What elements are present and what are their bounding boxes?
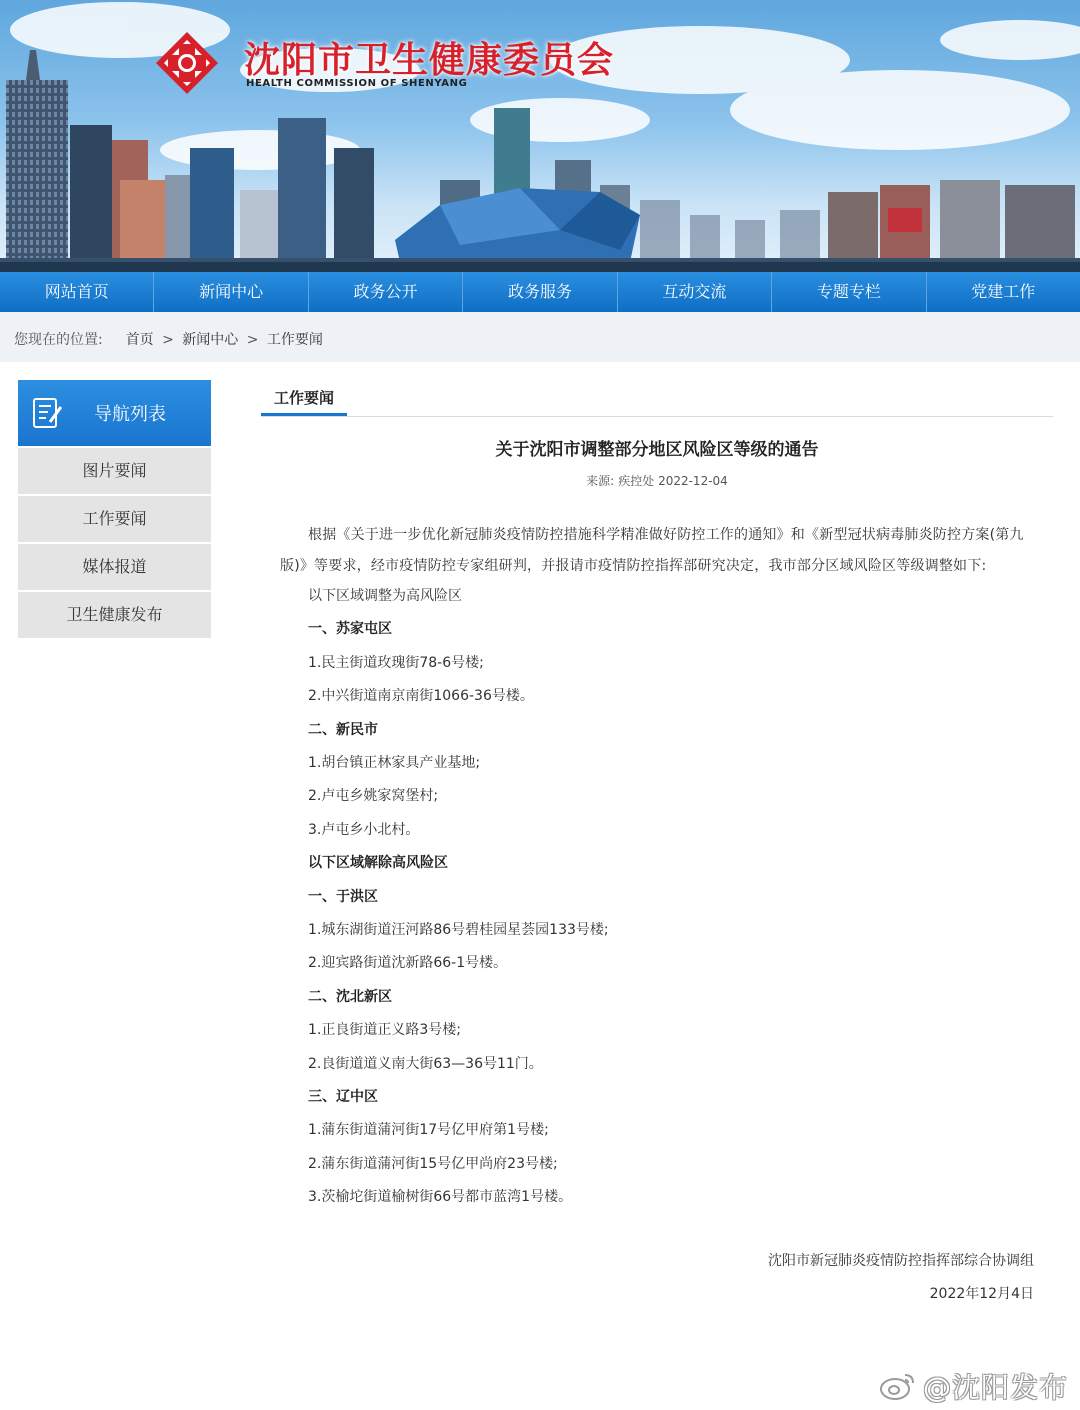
article-line: 1.城东湖街道汪河路86号碧桂园星荟园133号楼; [308,922,609,938]
weibo-icon [879,1371,917,1401]
breadcrumb-news-center[interactable]: 新闻中心 [182,332,239,348]
article-line: 2.良街道道义南大街63—36号11门。 [308,1056,543,1072]
article-line: 2.中兴街道南京南街1066-36号楼。 [308,688,534,704]
header-banner [0,0,1080,272]
source-label: 来源: [586,474,615,488]
article-line: 1.正良街道正义路3号楼; [308,1022,461,1038]
breadcrumb-home[interactable]: 首页 [125,332,154,348]
article-section-heading: 二、沈北新区 [308,989,392,1005]
article-line: 以下区域调整为高风险区 [308,588,462,604]
breadcrumb-separator: > [246,332,259,348]
nav-government-affairs[interactable]: 政务公开 [309,272,463,312]
nav-news-center[interactable]: 新闻中心 [154,272,308,312]
article-line: 2.蒲东街道蒲河街15号亿甲尚府23号楼; [308,1156,558,1172]
article-line: 1.民主街道玫瑰街78-6号楼; [308,655,484,671]
nav-special-topics[interactable]: 专题专栏 [772,272,926,312]
article-line: 1.蒲东街道蒲河街17号亿甲府第1号楼; [308,1122,549,1138]
sidebar-title: 导航列表 [94,404,166,425]
article-section-heading: 以下区域解除高风险区 [308,855,448,871]
nav-home[interactable]: 网站首页 [0,272,154,312]
nav-government-services[interactable]: 政务服务 [463,272,617,312]
article-section-heading: 三、辽中区 [308,1089,378,1105]
document-edit-icon [30,396,64,430]
article-line: 2.卢屯乡姚家窝堡村; [308,788,439,804]
article-source: 疾控处 [618,474,655,488]
article-date: 2022-12-04 [658,474,728,488]
sidebar-item-health-release[interactable]: 卫生健康发布 [18,590,211,638]
weibo-watermark [879,1366,1068,1406]
article-line: 1.胡台镇正林家具产业基地; [308,755,481,771]
article-title: 关于沈阳市调整部分地区风险区等级的通告 [495,440,819,460]
signature-date: 2022年12月4日 [929,1286,1034,1302]
article-meta [261,472,1053,489]
article-section-heading: 二、新民市 [308,722,378,738]
main-content [261,380,1053,489]
nav-party-building[interactable]: 党建工作 [971,282,1036,301]
sidebar-item-media-reports[interactable]: 媒体报道 [18,542,211,590]
article-section-heading: 一、于洪区 [308,889,378,905]
section-tab-bar [261,380,1053,417]
site-subtitle: HEALTH COMMISSION OF SHENYANG [246,78,468,89]
sidebar-header [18,380,211,446]
article-line: 3.茨榆坨街道榆树街66号都市蓝湾1号楼。 [308,1189,573,1205]
sidebar [18,380,211,638]
signature-org: 沈阳市新冠肺炎疫情防控指挥部综合协调组 [768,1253,1034,1269]
breadcrumb-separator: > [162,332,174,348]
sidebar-item-work-news[interactable]: 工作要闻 [18,494,211,542]
main-nav [0,272,1080,312]
nav-interaction[interactable]: 互动交流 [618,272,772,312]
article-section-heading: 一、苏家屯区 [308,621,392,637]
watermark-text: @沈阳发布 [922,1371,1068,1404]
article-line: 2.迎宾路街道沈新路66-1号楼。 [308,955,508,971]
sidebar-item-picture-news[interactable]: 图片要闻 [18,446,211,494]
article-body [280,520,1040,582]
health-commission-logo [154,30,220,96]
breadcrumb [0,312,1080,362]
article-line: 3.卢屯乡小北村。 [308,822,420,838]
article-intro: 根据《关于进一步优化新冠肺炎疫情防控措施科学精准做好防控工作的通知》和《新型冠状病毒肺炎防控方案(第九版)》等要求，经市疫情防控专家组研判，并报请市疫情防控指挥部研究决定，我市部分区域风险区等级调整如下: [280,527,1024,574]
tab-work-news[interactable]: 工作要闻 [261,380,347,416]
site-title: 沈阳市卫生健康委员会 [244,40,615,81]
breadcrumb-work-news[interactable]: 工作要闻 [266,332,323,348]
breadcrumb-label: 您现在的位置: [14,332,103,348]
